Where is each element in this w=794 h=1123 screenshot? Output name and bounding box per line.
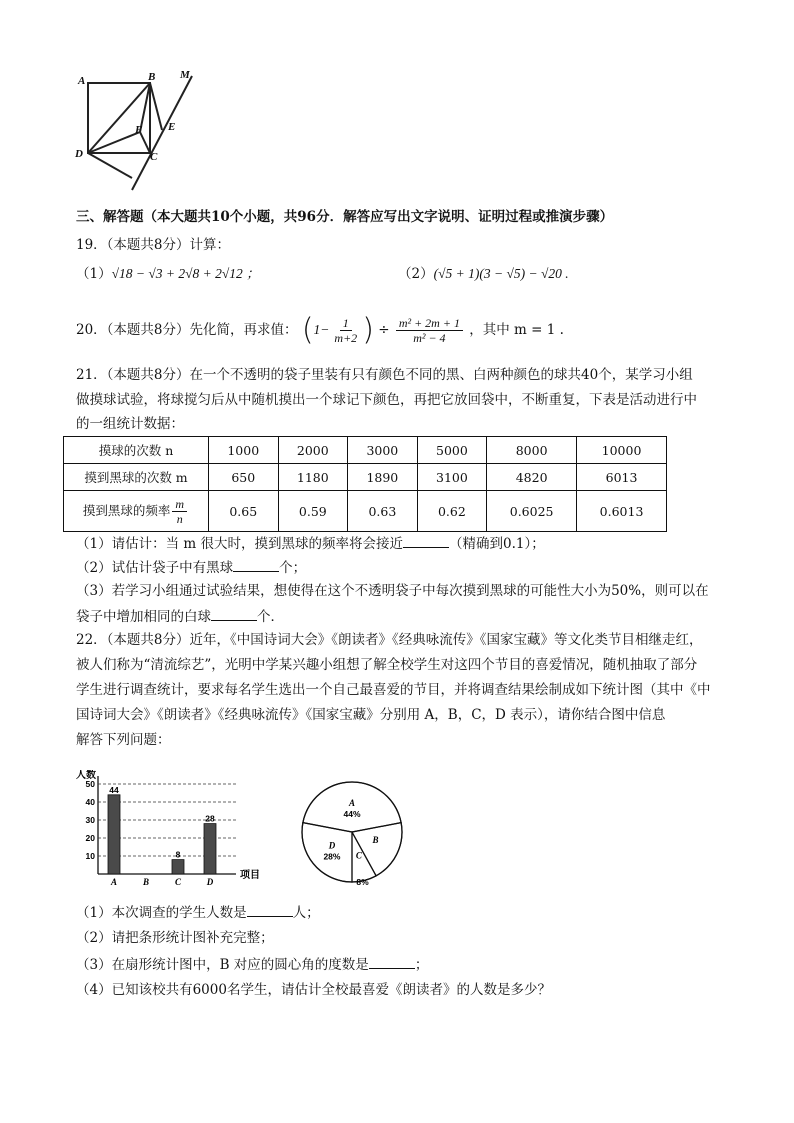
data-label: 28 [205, 813, 215, 824]
table-row-freq [64, 491, 667, 532]
q22-sub2: （2）请把条形统计图补充完整； [76, 930, 274, 946]
paren-open: ( [301, 312, 314, 348]
x-tick-label: B [142, 877, 150, 887]
table-row-n [64, 437, 667, 464]
table-cell: 0.59 [278, 491, 348, 532]
table-cell: 0.62 [417, 491, 487, 532]
table-cell: 3000 [348, 437, 418, 464]
answer-blank[interactable] [369, 954, 415, 969]
table-cell: 4820 [487, 464, 577, 491]
geometry-figure [70, 68, 210, 196]
bar [108, 795, 120, 874]
table-cell: 1000 [209, 437, 279, 464]
x-tick-label: A [110, 877, 118, 887]
q22-sub1 [76, 902, 320, 923]
q21-line1: 21．（本题共8分）在一个不透明的袋子里装有只有颜色不同的黑、白两种颜色的球共40个，某学习小组 [76, 367, 693, 383]
q20-f1-num: 1 [340, 316, 352, 331]
q21-sub1 [76, 533, 545, 554]
table-cell: 0.65 [209, 491, 279, 532]
table-cell: 6013 [577, 464, 667, 491]
q21-s1a: （1）请估计：当 m 很大时，摸到黑球的频率将会接近 [76, 536, 403, 552]
label-d: D [75, 148, 83, 160]
data-label: 8 [175, 849, 181, 860]
y-tick-label: 10 [85, 851, 95, 861]
q22-s1b: 人； [292, 905, 320, 921]
slice-pct-label: 8% [356, 877, 369, 888]
bar [204, 824, 216, 874]
label-m: M [180, 69, 190, 81]
label-c: C [150, 151, 158, 163]
bar [172, 860, 184, 874]
freq-num: m [172, 497, 187, 512]
table-head-n: 摸球的次数 n [64, 437, 209, 464]
answer-blank[interactable] [403, 533, 449, 548]
q20 [76, 312, 564, 348]
q21-sub2 [76, 557, 306, 578]
label-a: A [78, 75, 86, 87]
answer-blank[interactable] [233, 557, 279, 572]
q21-line2: 做摸球试验，将球搅匀后从中随机摸出一个球记下颜色，再把它放回袋中，不断重复，下表是活动进行中 [76, 392, 697, 408]
table-cell: 2000 [278, 437, 348, 464]
x-tick-label: C [174, 877, 182, 887]
table-cell: 10000 [577, 437, 667, 464]
q19-part2-label: （2） [398, 266, 434, 282]
segment-df [88, 132, 140, 153]
q19-part2-expr: (√5 + 1)(3 − √5) − √20 . [433, 266, 569, 281]
label-f: F [135, 124, 143, 136]
q19-part2 [398, 264, 569, 284]
slice-label: A [348, 798, 356, 808]
q19-part1-label: （1） [76, 266, 112, 282]
table-cell: 5000 [417, 437, 487, 464]
x-tick-label: D [206, 877, 214, 887]
table-row-m [64, 464, 667, 491]
segment-d-down [88, 153, 132, 178]
y-axis-label: 人数 [76, 770, 96, 781]
q20-f2-den: m² − 4 [413, 331, 446, 345]
q19-part1 [76, 264, 260, 284]
pie-chart [296, 778, 416, 888]
label-b: B [148, 71, 156, 83]
q20-fraction-1 [331, 316, 360, 345]
freq-head-text: 摸到黑球的频率 [82, 502, 171, 518]
q20-fraction-2 [396, 316, 463, 345]
q22-s3b: ； [414, 957, 429, 973]
q20-f2-num: m² + 2m + 1 [396, 316, 463, 331]
q20-f1-den: m+2 [334, 331, 358, 345]
q20-div: ÷ [378, 322, 390, 338]
answer-blank[interactable] [211, 606, 257, 621]
q21-line3: 的一组统计数据： [76, 416, 184, 432]
freq-den: n [176, 511, 183, 526]
table-head-freq [64, 491, 209, 532]
freq-fraction [172, 497, 187, 526]
q20-one: 1− [313, 322, 330, 337]
y-tick-label: 50 [85, 779, 95, 789]
table-cell: 1890 [348, 464, 418, 491]
q22-line3: 学生进行调查统计，要求每名学生选出一个自己最喜爱的节目，并将调查结果绘制成如下统计图（其中《中 [76, 682, 711, 698]
q20-tail: ，其中 m = 1 . [469, 322, 564, 338]
q22-line4: 国诗词大会》《朗读者》《经典咏流传》《国家宝藏》分别用 A，B，C，D 表示），请你结合图中信息 [76, 707, 666, 723]
q21-sub3b [76, 606, 284, 627]
slice-label: C [355, 850, 362, 861]
segment-be [150, 83, 162, 130]
q22-sub4: （4）已知该校共有6000名学生，请估计全校最喜爱《朗读者》的人数是多少？ [76, 982, 551, 998]
table-cell: 650 [209, 464, 279, 491]
q19-stem: 19．（本题共8分）计算： [76, 237, 231, 253]
x-axis-label: 项目 [240, 870, 260, 881]
paren-close: ) [362, 312, 374, 348]
y-tick-label: 20 [85, 833, 95, 843]
table-cell: 0.6025 [487, 491, 577, 532]
q22-s1a: （1）本次调查的学生人数是 [76, 905, 247, 921]
q22-line1: 22．（本题共8分）近年，《中国诗词大会》《朗读者》《经典咏流传》《国家宝藏》等文化类节目相继走红， [76, 632, 703, 648]
table-cell: 8000 [487, 437, 577, 464]
slice-label: D [328, 840, 336, 851]
data-label: 44 [109, 784, 119, 795]
table-cell: 3100 [417, 464, 487, 491]
q21-s3b: 袋子中增加相同的白球 [76, 609, 211, 625]
q21-s3c: 个． [257, 609, 284, 625]
q21-s2b: 个； [279, 560, 307, 576]
y-tick-label: 40 [85, 797, 95, 807]
q21-sub3a: （3）若学习小组通过试验结果，想使得在这个不透明袋子中每次摸到黑球的可能性大小为50%，则可以在 [76, 583, 709, 599]
q21-s1b: （精确到0.1）； [448, 536, 545, 552]
answer-blank[interactable] [247, 902, 293, 917]
q20-stem: 20．（本题共8分）先化简，再求值： [76, 322, 298, 338]
table-cell: 0.63 [348, 491, 418, 532]
q22-s3a: （3）在扇形统计图中，B 对应的圆心角的度数是 [76, 957, 369, 973]
diagonal-db [88, 83, 150, 153]
q22-line5: 解答下列问题： [76, 732, 171, 748]
q19-part1-expr: √18 − √3 + 2√8 + 2√12 ； [111, 266, 260, 281]
slice-label: B [372, 835, 379, 846]
q22-sub3 [76, 954, 428, 975]
y-tick-label: 30 [85, 815, 95, 825]
table-cell: 0.6013 [577, 491, 667, 532]
table-cell: 1180 [278, 464, 348, 491]
table-head-m: 摸到黑球的次数 m [64, 464, 209, 491]
bar-chart [76, 770, 266, 892]
section-title: 三、解答题（本大题共10个小题，共96分．解答应写出文字说明、证明过程或推演步骤） [76, 209, 614, 225]
label-e: E [168, 121, 176, 133]
q22-line2: 被人们称为“清流综艺”，光明中学某兴趣小组想了解全校学生对这四个节目的喜爱情况，随机抽取了部分 [76, 657, 698, 673]
q21-s2a: （2）试估计袋子中有黑球 [76, 560, 234, 576]
stats-table [63, 436, 667, 532]
slice-pct-label: 44% [343, 809, 361, 819]
slice-pct-label: 28% [323, 851, 341, 862]
